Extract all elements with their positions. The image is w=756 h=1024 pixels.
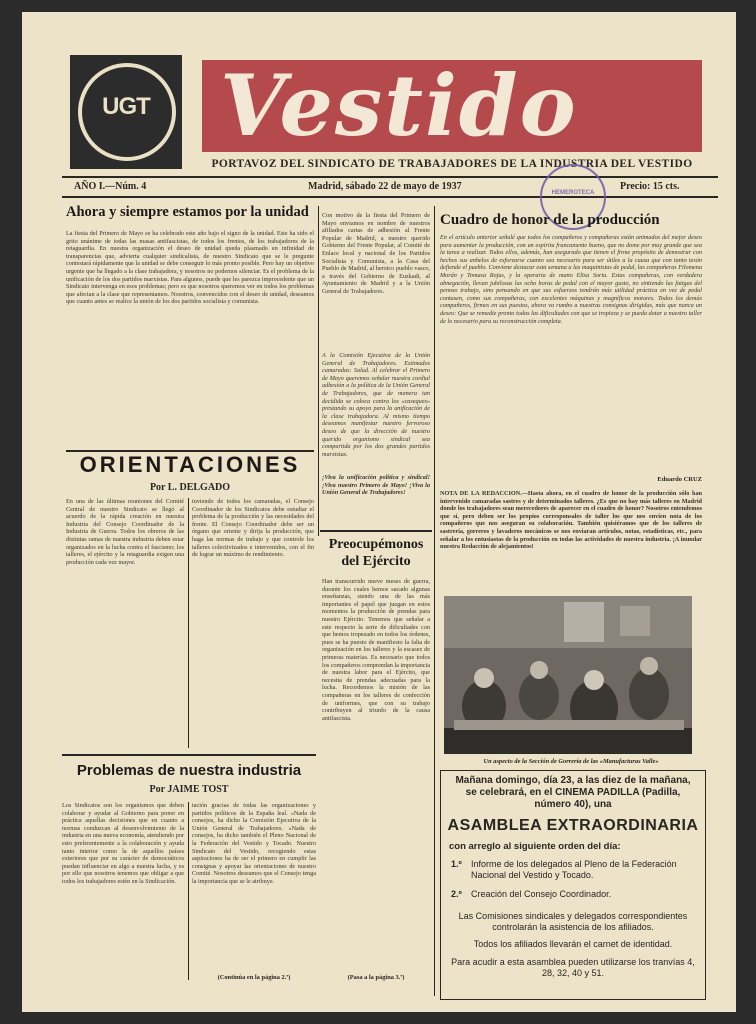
article-orientaciones-headline: ORIENTACIONES xyxy=(79,452,301,477)
article-cuadro-body: En el artículo anterior señalé que todos los compañeros y compañeras están animados del mejor deseo para aumentar la producción, con un espíritu francamente bueno, que no dome por muy grande que sea la tarea a realizar. Todos ellos, además, han asegurado que tienen el firme propósito de demostrar con hechos sus anhelos de esforzarse cuanto sea necesario para ser útiles a la causa que con tanto tesón defiende el pueblo. Conviene destacar esta semana a las maquinistas de pedal, las compañeras Filomena Morán y Tomasa Rojas, y la operaria de mano Elisa Soria. Estas compañeras, con verdadera abnegación, llevan jubilosas las ocho horas de pedal con el mayor gusto, no sintiendo las fatigas del penoso trabajo, sino pensando en que sus esfuerzos tendrán más utilidad práctica en vez de pedal contasen, como sus compañeras, con excelentes máquinas y magníficos motores. Todos los demás compañeros, firmes en sus puestos, ahora va rumbo a nuestras consignas dirigidas, más que nunca un deseo: Que se remedie pronto todas las dificultades con que se tropieza y se pueda dotar a nuestro taller de lo necesario para su reconstrucción completa. xyxy=(440,234,702,325)
issue-price: Precio: 15 cts. xyxy=(620,181,680,192)
assembly-note2: Todos los afiliados llevarán el carnet de identidad. xyxy=(473,939,673,949)
issue-number: AÑO I.—Núm. 4 xyxy=(74,181,147,192)
photo-caption: Un aspecto de la Sección de Gorrería de las «Manufacturas Valle» xyxy=(483,758,659,765)
section-rule xyxy=(62,754,316,756)
article-primero-letter: A la Comisión Ejecutiva de la Unión General de Trabajadores. Estimados camaradas: Salud. Al celebrar el Primero de Mayo queremos señalar nuestra cordial adhesión a la política de la Unión General de Trabajadores, que de manera tan decidida se coloca contra los «caseques» prestando su apoyo para la unificación de la clase trabajadora. Al mismo tiempo deseamos manifestar nuestro fervoroso deseo de que la dirección de nuestro querido organismo sindical sea compartida por los dos grandes partidos marxistas. xyxy=(322,352,430,458)
article-orientaciones-right: tuviendo de todos los camaradas, el Consejo Coordinador de los Sindicatos debe estudiar el problema de la producción y las necesidades del frente. El Consejo Coordinador debe ser un órgano que oriente y dirija la producción, que haga las normas de trabajo y que controle los talleres colectivizados e intervenidos, con el fin de lograr un máximo de rendimiento. xyxy=(192,498,314,559)
bottom-rule xyxy=(62,196,718,198)
issue-date: Madrid, sábado 22 de mayo de 1937 xyxy=(308,181,462,192)
article-orientaciones-left: En una de las últimas reuniones del Comité Central de nuestro Sindicato se llegó al acuerdo de la rápida creación en nuestra Industria del Consejo Coordinador de la Industria de Guerra. Todos los obreros de las distintas ramas de nuestra industria deben estar organizados en la lucha contra el fascismo; los talleres, el ejército y la retaguardia exigen una producción cada vez mayor. xyxy=(66,498,184,566)
assembly-title: ASAMBLEA EXTRAORDINARIA xyxy=(447,817,699,834)
assembly-item2-number: 2.º xyxy=(451,889,462,899)
column-divider xyxy=(188,498,189,748)
masthead-subtitle: PORTAVOZ DEL SINDICATO DE TRABAJADORES DE LA INDUSTRIA DEL VESTIDO xyxy=(211,158,693,170)
assembly-intro: Mañana domingo, día 23, a las diez de la mañana, se celebrará, en el CINEMA PADILLA (Padilla, número 40), una xyxy=(455,775,691,810)
article-ahora-headline: Ahora y siempre estamos por la unidad xyxy=(66,204,309,220)
assembly-item1: Informe de los delegados al Pleno de la Federación Nacional del Vestido y Tocado. xyxy=(471,859,677,880)
assembly-order: con arreglo al siguiente orden del día: xyxy=(449,841,621,852)
column-divider xyxy=(188,802,189,980)
seal-text: UGT xyxy=(102,93,150,120)
article-ahora-body: La fiesta del Primero de Mayo se ha celebrado este año bajo el signo de la unidad. Este ha sido el grito unánime de todas las masas antifascistas, de todos los frentes, de los trabajadores de la retaguardia. En nuestra organización el deseo de unidad queda plasmado en infinidad de transparencias que, advierta cualquier sindicalista, de nuestro Sindicato que se le pregunte contestará rápidamente que la unidad se debe conseguir lo más pronto posible. Pero hay un objetivo urgente que ha llegado a la clase trabajadora, y nosotros no podemos silenciar. Es el problema de la unificación de los dos partidos marxistas. Para algunos, puede que les parezca improcedente que un Sindicato intervenga en esos problemas; pero es que nosotros queremos ver en todos los problemas que afectan a la clase que representamos. Nosotros, convencidos con el deseo de unidad, deseamos que cuanto antes se realice la unión de los dos partidos socialista y comunista. xyxy=(66,230,314,306)
ugt-seal-logo xyxy=(70,55,182,169)
article-primero-body: Con motivo de la fiesta del Primero de Mayo enviamos en nombre de nuestros afiliados cartas de adhesión al Frente Popular de Madrid, a nuestro querido Gobierno del Frente Popular, al Comité de Enlace local y nacional de los Partidos Socialista y Comunista, a la Casa del Pueblo de Madrid, al heroico pueblo vasco, a través del Gobierno de Euzkadi, al Ayuntamiento de Madrid y a la Unión General de Trabajadores. xyxy=(322,212,430,295)
article-cuadro-headline: Cuadro de honor de la producción xyxy=(440,212,660,228)
top-rule xyxy=(62,176,718,178)
newspaper-page xyxy=(22,12,736,1012)
article-problemas-right: tación gracias de todas las organizaciones y partidos políticos de la España leal. «Nada de consejos, ha dicho la Comisión Ejecutiva de la Unión General de Trabajadores. «Nada de consejos, ha dicho también el Pleno Nacional de la Federación del Vestido y Tocado. Nuestro Sindicato del Vestido, recogiendo estas aspiraciones ha de ser el primero en cumplir las consignas y apoyar las orientaciones de nuestro Comité. Nosotros deseamos que el Consejo tenga la importancia que se le atribuye. xyxy=(192,802,316,885)
article-ejercito-continue: (Pasa a la página 3.ª) xyxy=(347,974,405,981)
article-problemas-left: Los Sindicatos son los organismos que deben colaborar y ayudar al Gobierno para poner en práctica aquellas decisiones que en cuanto a normas conduzcan al desenvolvimiento de la industria en una nueva economía, atendiendo por esto preferentemente a la colaboración y ayuda tanto interior como la de aquellos países exteriores que por su carácter de democráticos puedan influenciar en algo a nuestra lucha, y es por ello que nosotros tenemos que obligar a que todos los trabajadores estén en la Sindicación. xyxy=(62,802,184,885)
article-cuadro-signature: Eduardo CRUZ xyxy=(657,476,702,483)
article-orientaciones-byline: Por L. DELGADO xyxy=(149,482,231,493)
assembly-announcement xyxy=(440,770,706,1000)
photo-image xyxy=(444,596,692,754)
factory-photo xyxy=(444,596,692,754)
library-stamp: HEMEROTECA xyxy=(540,164,606,230)
column-divider xyxy=(318,206,319,536)
article-problemas-headline: Problemas de nuestra industria xyxy=(76,762,302,779)
section-rule xyxy=(320,530,432,532)
article-ejercito-headline: Preocupémonos del Ejército xyxy=(328,537,424,569)
article-problemas-continue: (Continúa en la página 2.ª) xyxy=(217,974,291,981)
masthead-banner xyxy=(202,56,702,155)
article-problemas-byline: Por JAIME TOST xyxy=(149,784,229,795)
masthead-title: Vestido xyxy=(220,56,578,155)
column-divider xyxy=(434,206,435,996)
article-ejercito-body: Han transcurrido nueve meses de guerra, durante los cuales hemos sacado algunas enseñanzas, siendo una de las más importantes el papel que juegan en estos momentos la producción de prendas para nuestro Ejército. Tenemos que señalar a este respecto la serie de dificultades con que hemos tropezado en todos los órdenes, pues se ha puesto de manifiesto la falta de organización en los talleres y la escasez de primeras materias. Es necesario que todos los compañeros comprendan la importancia de nuestra labor para el Ejército, que necesita de prendas adecuadas para la lucha. Recordemos la misión de las compañeras en los talleres de confección de uniformes, que con su trabajo contribuyen al triunfo de la causa antifascista. xyxy=(322,578,430,722)
assembly-item1-number: 1.º xyxy=(451,859,462,869)
redaction-note: NOTA DE LA REDACCION.—Hasta ahora, en el cuadro de honor de la producción sólo han intervenido camaradas sastres y de determinados talleres. ¿Es que no hay más talleres en Madrid donde los trabajadores sean merecedores de aparecer en el cuadro de honor? Nosotros entendemos que sí, pero deben ser los propios corresponsales de taller los que nos envíen nota de los compañeros que nos aseguran su colaboración. También quisiéramos que de los talleres de sastrería, gorreros y lavaderos mecánicos se nos enviaran artículos, notas, estadísticas, etc., para señalar a los entusiastas de la producción en todas las actividades de nuestra industria. ¡A inundar nuestra Redacción de alejamientos! xyxy=(440,490,702,551)
assembly-note3: Para acudir a esta asamblea pueden utilizarse los tranvías 4, 28, 32, 40 y 51. xyxy=(451,957,695,978)
assembly-item2: Creación del Consejo Coordinador. xyxy=(471,889,612,899)
article-primero-vivas: ¡Viva la unificación política y sindical! ¡Viva nuestro Primero de Mayo! ¡Viva la Unión General de Trabajadores! xyxy=(322,474,430,497)
assembly-note1: Las Comisiones sindicales y delegados correspondientes controlarán la asistencia de los afiliados. xyxy=(458,911,688,932)
